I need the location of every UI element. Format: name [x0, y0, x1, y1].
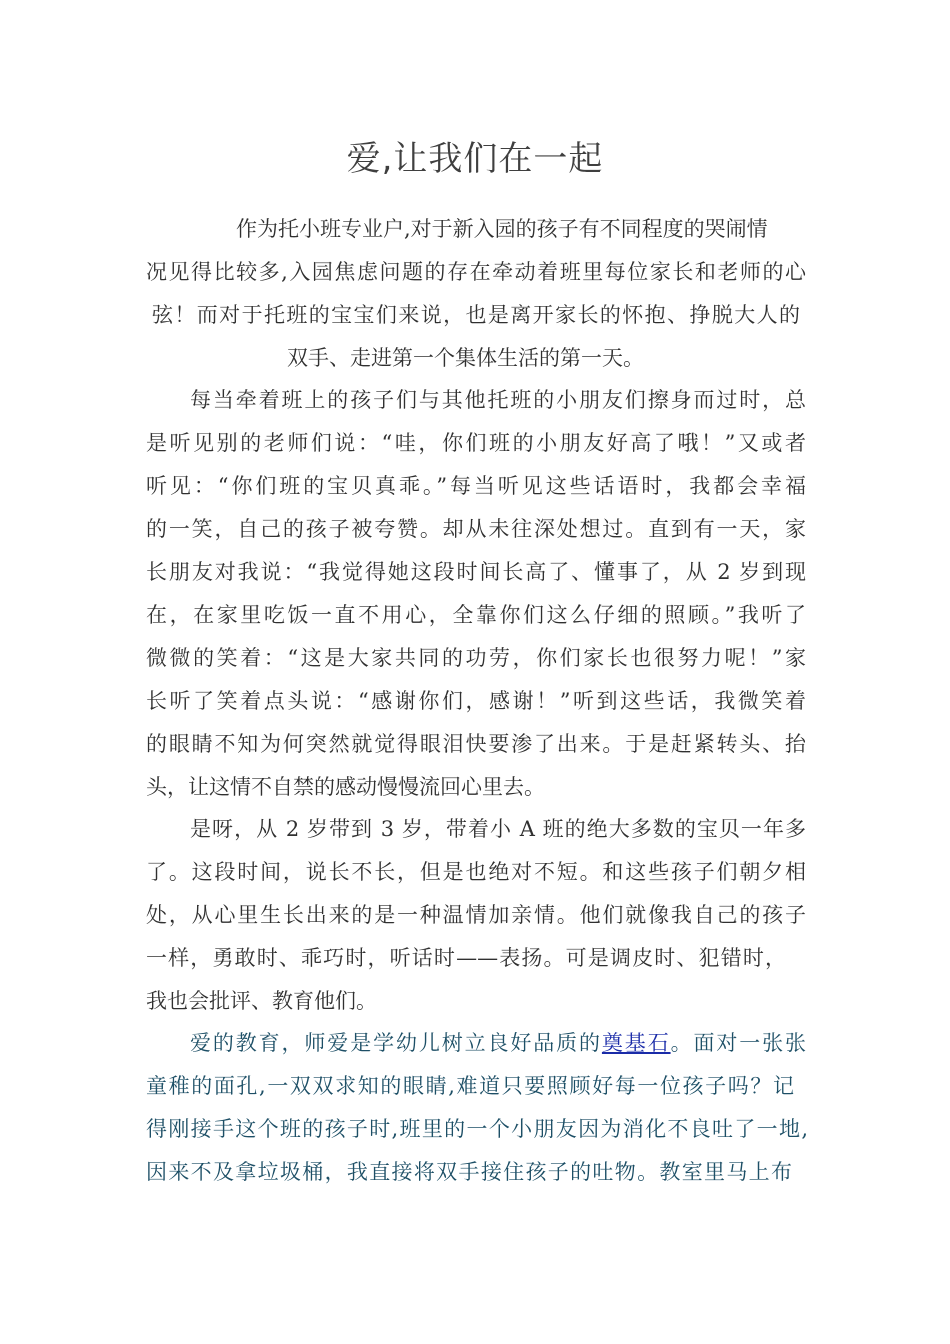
paragraph-3-line-2: 了。这段时间，说长不长，但是也绝对不短。和这些孩子们朝夕相 — [146, 860, 806, 884]
paragraph-4-line-1-after: 。面对一张张 — [670, 1031, 807, 1055]
paragraph-3-line-3: 处，从心里生长出来的是一种温情加亲情。他们就像我自己的孩子 — [146, 903, 806, 927]
paragraph-2-line-6: 在，在家里吃饭一直不用心，全靠你们这么仔细的照顾。”我听了 — [146, 603, 806, 627]
paragraph-4-line-1-before: 爱的教育，师爱是学幼儿树立良好品质的 — [190, 1031, 602, 1055]
paragraph-2-line-2: 是听见别的老师们说：“哇，你们班的小朋友好高了哦！”又或者 — [146, 431, 806, 455]
paragraph-2-line-8: 长听了笑着点头说：“感谢你们，感谢！”听到这些话，我微笑着 — [146, 689, 806, 713]
paragraph-1-line-4: 双手、走进第一个集体生活的第一天。 — [287, 346, 644, 370]
paragraph-1-line-1: 作为托小班专业户,对于新入园的孩子有不同程度的哭闹情 — [236, 217, 768, 241]
document-title: 爱,让我们在一起 — [346, 139, 604, 179]
cornerstone-link[interactable]: 奠基石 — [601, 1031, 671, 1055]
paragraph-4-line-4: 因来不及拿垃圾桶，我直接将双手接住孩子的吐物。教室里马上布 — [146, 1160, 792, 1184]
paragraph-4-line-3: 得刚接手这个班的孩子时,班里的一个小朋友因为消化不良吐了一地, — [146, 1117, 808, 1141]
paragraph-3-line-1: 是呀，从 2 岁带到 3 岁，带着小 A 班的绝大多数的宝贝一年多 — [190, 817, 806, 841]
paragraph-2-line-4: 的一笑，自己的孩子被夸赞。却从未往深处想过。直到有一天，家 — [146, 517, 806, 541]
paragraph-3-line-5: 我也会批评、教育他们。 — [146, 989, 377, 1013]
paragraph-2-line-10: 头，让这情不自禁的感动慢慢流回心里去。 — [146, 775, 545, 799]
paragraph-1-line-2: 况见得比较多,入园焦虑问题的存在牵动着班里每位家长和老师的心 — [146, 260, 806, 284]
paragraph-4-line-2: 童稚的面孔,一双双求知的眼睛,难道只要照顾好每一位孩子吗？记 — [146, 1074, 794, 1098]
paragraph-2-line-5: 长朋友对我说：“我觉得她这段时间长高了、懂事了，从 2 岁到现 — [146, 560, 806, 584]
paragraph-1-line-3: 弦！而对于托班的宝宝们来说，也是离开家长的怀抱、挣脱大人的 — [152, 303, 800, 327]
paragraph-3-line-4: 一样，勇敢时、乖巧时，听话时——表扬。可是调皮时、犯错时， — [146, 946, 786, 970]
paragraph-2-line-1: 每当牵着班上的孩子们与其他托班的小朋友们擦身而过时，总 — [190, 388, 806, 412]
paragraph-2-line-7: 微微的笑着：“这是大家共同的功劳，你们家长也很努力呢！”家 — [146, 646, 806, 670]
paragraph-2-line-9: 的眼睛不知为何突然就觉得眼泪快要渗了出来。于是赶紧转头、抬 — [146, 732, 806, 756]
paragraph-2-line-3: 听见：“你们班的宝贝真乖。”每当听见这些话语时，我都会幸福 — [146, 474, 806, 498]
paragraph-4-line-1 — [190, 1028, 806, 1058]
